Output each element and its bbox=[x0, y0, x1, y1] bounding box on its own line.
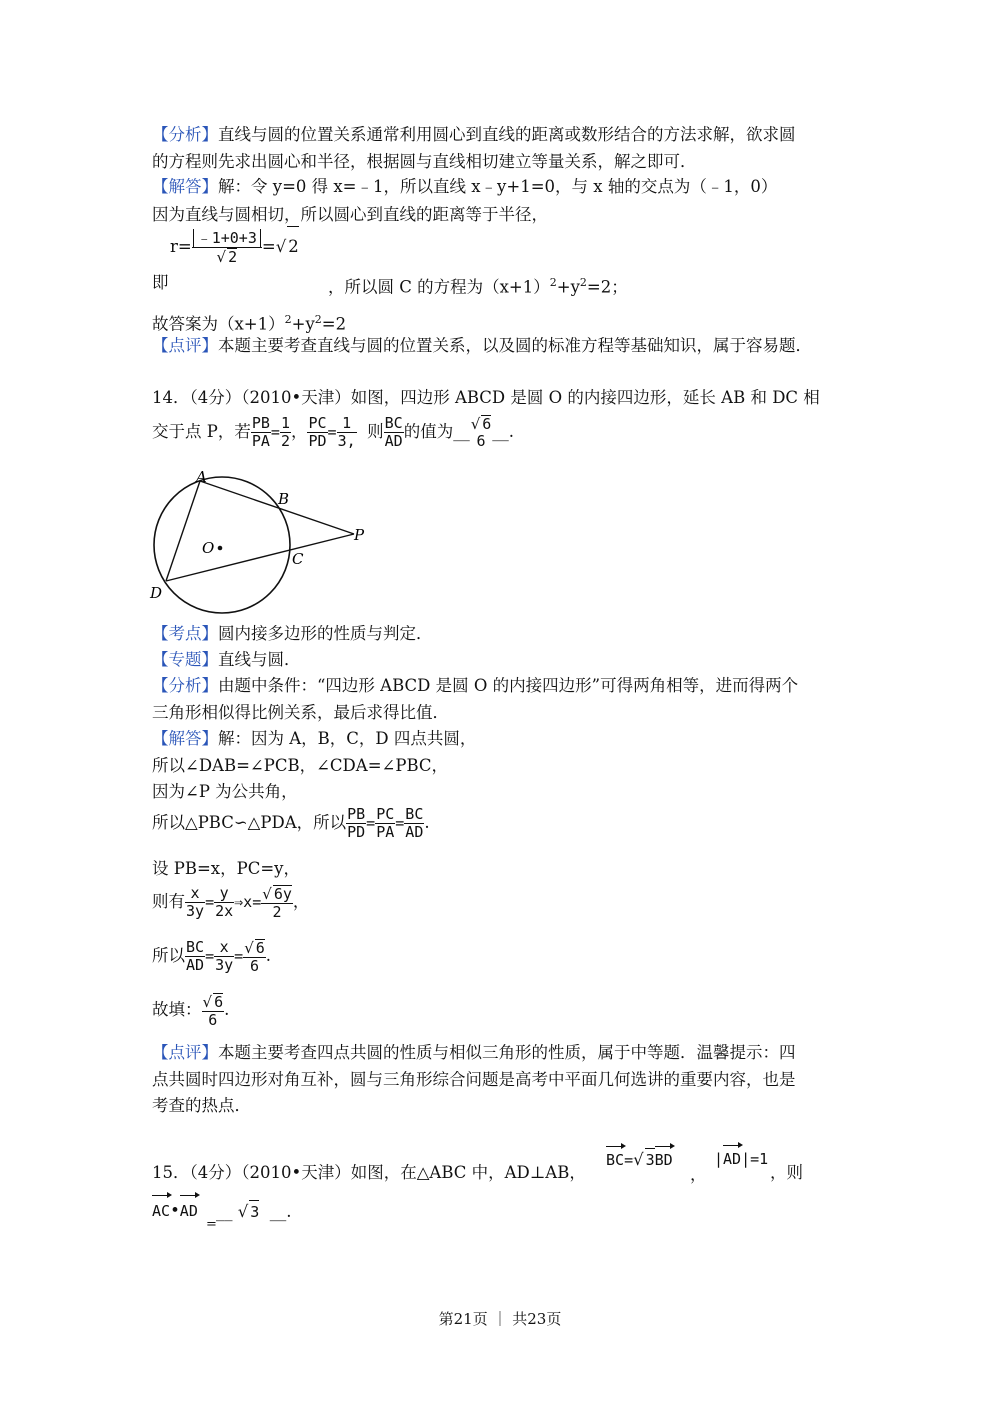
label-p: P bbox=[354, 526, 365, 544]
answer-line: 故答案为$(x+1)^2+y^2=2$ bbox=[152, 313, 347, 334]
q15-vector-condition: BC=√ 3BD bbox=[606, 1150, 673, 1169]
frac-pc-pd: $\frac{PC}{PD}$ bbox=[308, 414, 327, 450]
answer-blank-right: __. bbox=[492, 422, 515, 441]
center-point bbox=[218, 546, 223, 551]
frac-one-third: $\frac{1}{3,}$ bbox=[337, 414, 356, 450]
q14-set-vars-line: 设 PB=x，PC=y， bbox=[152, 859, 300, 878]
label-b: B bbox=[278, 490, 290, 508]
ji-label: 即 bbox=[152, 273, 169, 292]
radius-formula: r= $\frac{﹣1+0+3}{√ 2}$ =√ 2 bbox=[170, 226, 299, 267]
vector-ad-2: AD bbox=[180, 1198, 198, 1224]
circumcircle bbox=[154, 477, 290, 613]
q14-topic-line: 【专题】直线与圆． bbox=[152, 650, 301, 669]
analysis-tag: 【分析】 bbox=[152, 676, 218, 695]
q14-solution-line-3: 因为∠P 为公共角， bbox=[152, 782, 298, 801]
r-prefix: r= bbox=[170, 237, 192, 256]
q15-eq-sub: = bbox=[206, 1217, 217, 1232]
q14-analysis-line-1: 【分析】由题中条件：“四边形 ABCD 是圆 O 的内接四边形”可得两角相等，进而得两个 bbox=[152, 676, 799, 695]
answer-blank-right: __. bbox=[269, 1202, 292, 1221]
q14-solution-line-2: 所以∠DAB=∠PCB，∠CDA=∠PBC， bbox=[152, 756, 449, 775]
analysis-line-2: 的方程则先求出圆心和半径，根据圆与直线相切建立等量关系，解之即可． bbox=[152, 152, 697, 171]
label-a: A bbox=[196, 468, 207, 486]
radius-fraction: $\frac{﹣1+0+3}{√ 2}$ bbox=[192, 230, 262, 266]
comment-tag: 【点评】 bbox=[152, 1043, 218, 1062]
analysis-text: 直线与圆的位置关系通常利用圆心到直线的距离或数形结合的方法求解，欲求圆 bbox=[218, 125, 796, 144]
q14-comment-line-1: 【点评】本题主要考查四点共圆的性质与相似三角形的性质，属于中等题．温馨提示：四 bbox=[152, 1043, 796, 1062]
segment-dp bbox=[166, 534, 354, 581]
segment-ap bbox=[200, 481, 354, 534]
comment-line: 【点评】本题主要考查直线与圆的位置关系，以及圆的标准方程等基础知识，属于容易题． bbox=[152, 336, 812, 355]
answer-blank-left: __ bbox=[216, 1202, 233, 1221]
label-c: C bbox=[292, 550, 304, 568]
q14-header: 14．（4分）（2010•天津）如图，四边形 ABCD 是圆 O 的内接四边形，延长 AB 和 DC 相 bbox=[152, 388, 820, 407]
solution-tag: 【解答】 bbox=[152, 729, 218, 748]
r-value: 2 bbox=[287, 226, 299, 267]
segment-ad bbox=[166, 481, 200, 581]
q14-solution-line-1: 【解答】解：因为 A，B，C，D 四点共圆， bbox=[152, 729, 477, 748]
circle-equation-line: ，所以圆 C 的方程为$(x+1)^2+y^2=2$； bbox=[328, 276, 628, 297]
analysis-tag: 【分析】 bbox=[152, 125, 218, 144]
point-tag: 【考点】 bbox=[152, 624, 218, 643]
q15-abs-condition: |AD|=1 bbox=[714, 1150, 769, 1168]
frac-bc-ad: $\frac{BC}{AD}$ bbox=[384, 414, 403, 450]
q15-answer-blank: __ √ 3 __. bbox=[216, 1202, 292, 1221]
topic-tag: 【专题】 bbox=[152, 650, 218, 669]
vector-ad: AD bbox=[723, 1150, 742, 1168]
label-o: O bbox=[202, 539, 215, 557]
label-d: D bbox=[150, 584, 163, 602]
vector-ac: AC bbox=[152, 1198, 170, 1224]
analysis-line-1 bbox=[152, 124, 796, 146]
solution-line-2: 因为直线与圆相切，所以圆心到直线的距离等于半径， bbox=[152, 205, 548, 224]
circle-quadrilateral-figure bbox=[140, 462, 380, 622]
frac-one-half: $\frac{1}{2}$ bbox=[280, 414, 290, 450]
q15-header-line: 15．（4分）（2010•天津）如图，在△ABC 中，AD⊥AB， bbox=[152, 1163, 586, 1182]
comment-tag: 【点评】 bbox=[152, 336, 218, 355]
solution-line-1 bbox=[152, 176, 777, 198]
q14-similar-line: 所以△PBC∽△PDA，所以 $\frac{PB}{PD}$ = $\frac{PC}{PA}$ = $\frac{BC}{AD}$ . bbox=[152, 805, 430, 841]
q15-comma: ， bbox=[690, 1165, 707, 1184]
q15-ze: ，则 bbox=[770, 1163, 803, 1182]
q14-condition-line: 交于点 P，若 $\frac{PB}{PA}$ = $\frac{1}{2}$ ， $\frac{PC}{PD}$ = $\frac{1}{3,}$ 则 $\frac{BC}{AD}$ 的值为__ √ 6 6 __. bbox=[152, 414, 515, 450]
q14-derive-line: 则有 $\frac{x}{3y}$ = $\frac{y}{2x}$ ⇒x= $\frac{√ 6y}{2}$ ， bbox=[152, 884, 310, 921]
vector-bd: BD bbox=[654, 1151, 673, 1169]
answer-sqrt6-over-6: √ 6 6 bbox=[470, 415, 492, 450]
vector-bc: BC bbox=[606, 1151, 625, 1169]
abs-numerator: ﹣1+0+3 bbox=[193, 229, 261, 247]
sqrt-denominator: 2 bbox=[228, 247, 238, 266]
answer-blank-left: __ bbox=[453, 422, 470, 441]
r-equals: = bbox=[261, 237, 276, 256]
q14-comment-line-2: 点共圆时四边形对角互补，圆与三角形综合问题是高考中平面几何选讲的重要内容，也是 bbox=[152, 1070, 796, 1089]
solution-text: 解：令 y=0 得 x=﹣1，所以直线 x﹣y+1=0，与 x 轴的交点为（﹣1，0） bbox=[218, 177, 778, 196]
frac-pb-pa: $\frac{PB}{PA}$ bbox=[251, 414, 270, 450]
q14-point-line: 【考点】圆内接多边形的性质与判定． bbox=[152, 624, 433, 643]
solution-tag: 【解答】 bbox=[152, 177, 218, 196]
answer-sqrt3: 3 bbox=[249, 1200, 259, 1223]
q14-analysis-line-2: 三角形相似得比例关系，最后求得比值． bbox=[152, 703, 449, 722]
q14-ratio-line: 所以 $\frac{BC}{AD}$ = $\frac{x}{3y}$ = $\frac{√ 6}{6}$ . bbox=[152, 938, 272, 975]
q15-answer-line: AC•AD bbox=[152, 1198, 198, 1224]
q14-comment-line-3: 考查的热点． bbox=[152, 1096, 251, 1115]
page-footer: 第21页 ｜ 共23页 bbox=[438, 1310, 562, 1328]
q14-fill-line: 故填： $\frac{√ 6}{6}$ . bbox=[152, 992, 230, 1029]
